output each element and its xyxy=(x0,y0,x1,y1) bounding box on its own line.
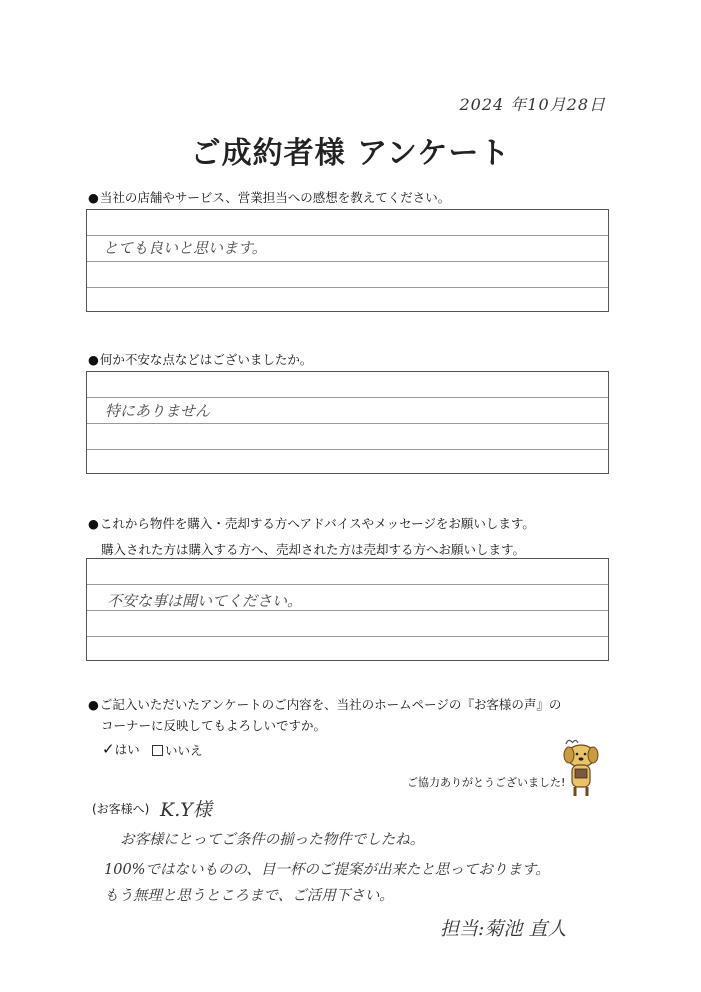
question-1 xyxy=(88,188,450,206)
reply-line-2: 100%ではないものの、目一杯のご提案が出来たと思っております。 xyxy=(104,862,550,878)
thanks-message: ご協力ありがとうございました! xyxy=(407,776,566,789)
answer-box-2 xyxy=(86,371,609,474)
consent-no-label: いいえ xyxy=(165,743,203,758)
survey-date: 2024 年10月28日 xyxy=(459,95,606,114)
answer-1: とても良いと思います。 xyxy=(103,239,267,257)
staff-signature: 担当:菊池 直人 xyxy=(440,918,567,940)
consent-yes-option[interactable] xyxy=(102,740,140,758)
checkbox-empty-icon xyxy=(152,745,163,756)
question-2 xyxy=(88,350,312,368)
bullet-icon: ● xyxy=(88,516,99,531)
consent-line-1: ご記入いただいたアンケートのご内容を、当社のホームページの『お客様の声』の xyxy=(99,697,562,712)
bullet-icon: ● xyxy=(88,190,99,205)
consent-question xyxy=(88,695,561,713)
bullet-icon: ● xyxy=(88,697,99,712)
question-3 xyxy=(88,514,535,532)
customer-name: K.Y様 xyxy=(160,799,212,821)
reply-line-3: もう無理と思うところまで、ご活用下さい。 xyxy=(104,888,394,904)
consent-yes-label: はい xyxy=(114,742,140,757)
answer-2: 特にありません xyxy=(105,402,211,420)
bullet-icon: ● xyxy=(88,352,99,367)
question-1-text: 当社の店舗やサービス、営業担当への感想を教えてください。 xyxy=(99,190,451,205)
reply-to-label: (お客様へ) xyxy=(92,802,150,816)
question-2-text: 何か不安な点などはございましたか。 xyxy=(99,352,313,367)
answer-box-1 xyxy=(86,209,609,312)
consent-no-option[interactable] xyxy=(152,741,203,759)
question-3-note: 購入された方は購入する方へ、売却された方は売却する方へお願いします。 xyxy=(101,542,526,557)
page-title: ご成約者様 アンケート xyxy=(190,136,511,171)
answer-3: 不安な事は聞いてください。 xyxy=(107,592,303,610)
reply-line-1: お客様にとってご条件の揃った物件でしたね。 xyxy=(120,832,425,848)
check-mark-icon: ✓ xyxy=(102,740,115,758)
answer-box-3 xyxy=(86,558,609,661)
consent-line-2: コーナーに反映してもよろしいですか。 xyxy=(101,718,327,733)
question-3-text: これから物件を購入・売却する方へアドバイスやメッセージをお願いします。 xyxy=(99,516,535,531)
